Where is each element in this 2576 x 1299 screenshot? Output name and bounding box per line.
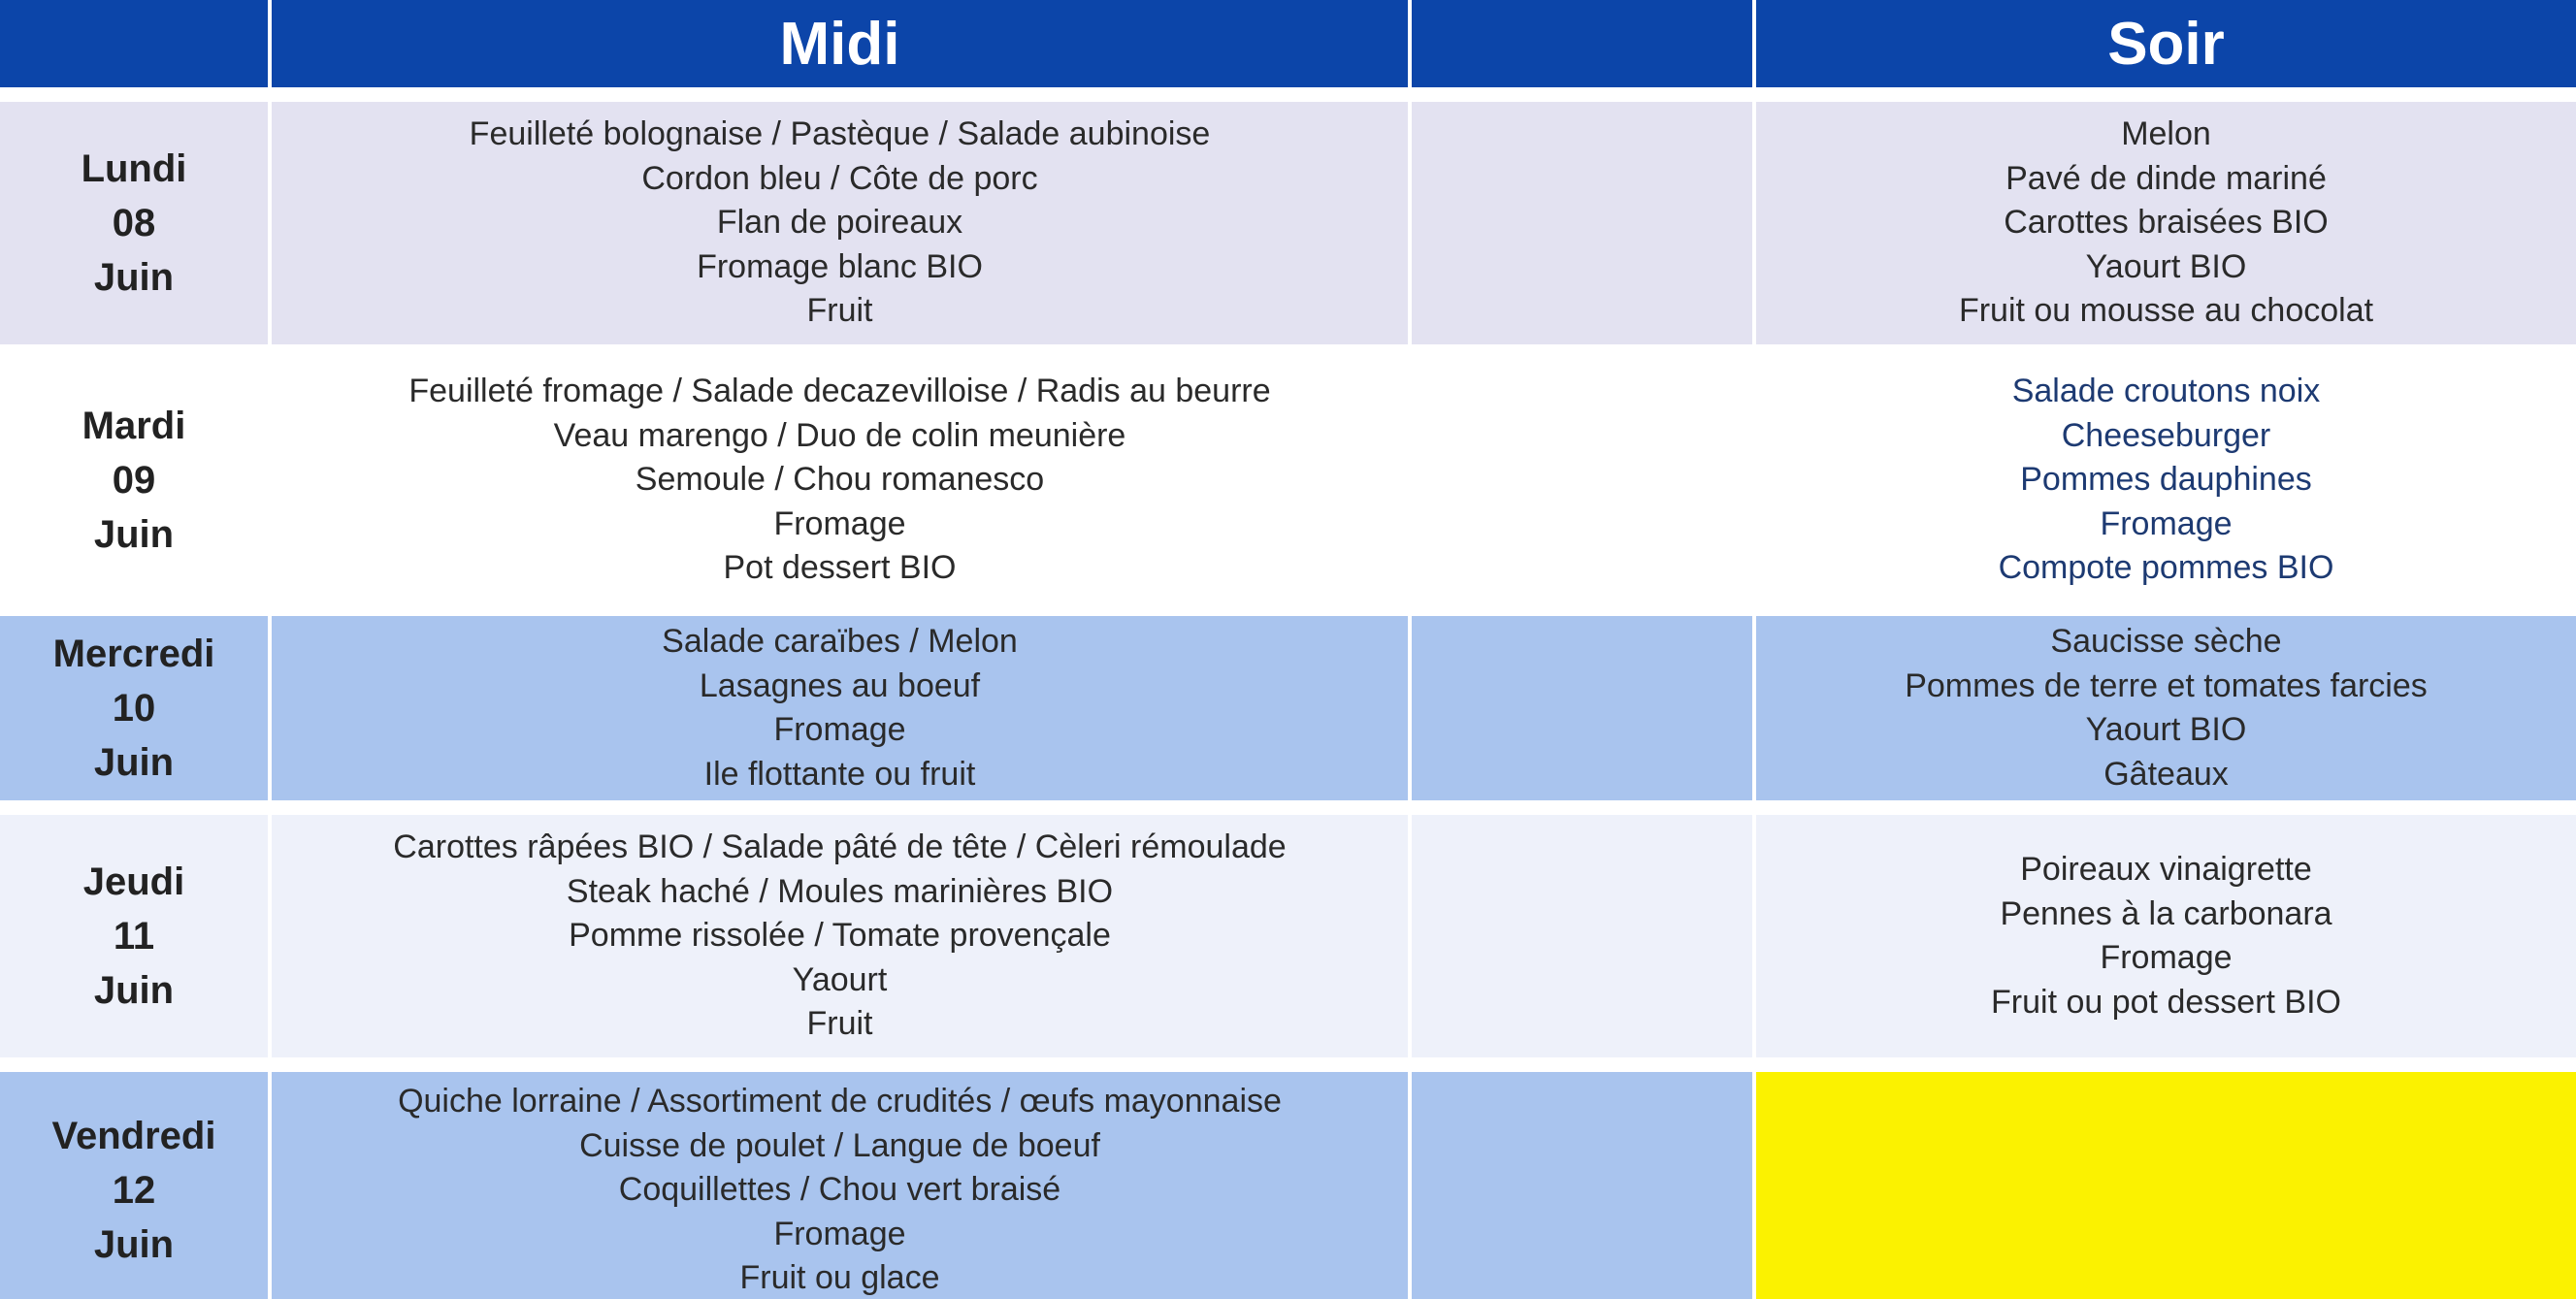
menu-line: Melon bbox=[2121, 115, 2211, 153]
row-separator bbox=[0, 87, 2576, 102]
menu-line: Ile flottante ou fruit bbox=[703, 755, 976, 793]
day-month: Juin bbox=[93, 256, 175, 299]
menu-line: Gâteaux bbox=[2103, 755, 2229, 793]
menu-line: Fruit ou pot dessert BIO bbox=[1991, 983, 2341, 1021]
soir-menu-mardi bbox=[1756, 359, 2576, 601]
menu-line: Carottes râpées BIO / Salade pâté de tête / Cèleri rémoulade bbox=[393, 828, 1287, 866]
empty-column-cell bbox=[1412, 359, 1756, 601]
menu-line: Feuilleté fromage / Salade decazevilloise / Radis au beurre bbox=[408, 373, 1271, 410]
menu-line: Yaourt bbox=[792, 960, 888, 998]
day-date: 08 bbox=[112, 202, 156, 244]
menu-line: Yaourt BIO bbox=[2085, 711, 2247, 748]
menu-line: Fromage blanc BIO bbox=[697, 247, 983, 285]
day-weekday: Mardi bbox=[82, 405, 186, 447]
soir-menu-lundi bbox=[1756, 102, 2576, 344]
midi-menu-vendredi bbox=[272, 1072, 1412, 1299]
midi-menu-jeudi bbox=[272, 815, 1412, 1057]
menu-line: Pomme rissolée / Tomate provençale bbox=[569, 917, 1111, 955]
day-weekday: Lundi bbox=[81, 147, 187, 190]
header-empty-cell bbox=[1412, 0, 1756, 87]
menu-line: Feuilleté bolognaise / Pastèque / Salade aubinoise bbox=[469, 115, 1211, 153]
menu-line: Fromage bbox=[2100, 939, 2233, 976]
menu-line: Lasagnes au boeuf bbox=[699, 666, 981, 704]
day-weekday: Jeudi bbox=[82, 861, 185, 903]
day-month: Juin bbox=[93, 1223, 175, 1266]
header-midi: Midi bbox=[272, 0, 1412, 87]
row-separator bbox=[0, 601, 2576, 616]
menu-line: Cuisse de poulet / Langue de boeuf bbox=[579, 1126, 1100, 1164]
day-label-mardi bbox=[0, 359, 272, 601]
day-date: 09 bbox=[112, 459, 156, 502]
day-date: 11 bbox=[113, 915, 155, 958]
menu-line: Pommes dauphines bbox=[2020, 461, 2312, 499]
menu-line: Fruit bbox=[806, 292, 873, 330]
menu-line: Fromage bbox=[773, 711, 906, 748]
day-weekday: Mercredi bbox=[52, 633, 215, 675]
day-label-mercredi bbox=[0, 616, 272, 800]
empty-column-cell bbox=[1412, 1072, 1756, 1299]
menu-line: Veau marengo / Duo de colin meunière bbox=[553, 416, 1126, 454]
day-date: 10 bbox=[112, 687, 156, 730]
menu-line: Fromage bbox=[773, 1215, 906, 1252]
midi-menu-mardi bbox=[272, 359, 1412, 601]
menu-line: Yaourt BIO bbox=[2085, 247, 2247, 285]
midi-menu-lundi bbox=[272, 102, 1412, 344]
header-soir: Soir bbox=[1756, 0, 2576, 87]
row-separator bbox=[0, 1057, 2576, 1072]
menu-line: Salade caraïbes / Melon bbox=[662, 623, 1018, 660]
menu-line: Semoule / Chou romanesco bbox=[635, 461, 1045, 499]
menu-line: Quiche lorraine / Assortiment de crudités / œufs mayonnaise bbox=[398, 1083, 1282, 1120]
menu-line: Pot dessert BIO bbox=[723, 549, 957, 587]
empty-column-cell bbox=[1412, 102, 1756, 344]
day-date: 12 bbox=[112, 1169, 156, 1212]
menu-line: Cordon bleu / Côte de porc bbox=[641, 159, 1038, 197]
menu-line: Pommes de terre et tomates farcies bbox=[1905, 666, 2428, 704]
menu-line: Fruit bbox=[806, 1005, 873, 1043]
row-separator bbox=[0, 800, 2576, 815]
menu-line: Pavé de dinde mariné bbox=[2005, 159, 2327, 197]
soir-menu-vendredi-highlight bbox=[1756, 1072, 2576, 1299]
menu-line: Poireaux vinaigrette bbox=[2020, 851, 2312, 888]
day-month: Juin bbox=[93, 741, 175, 784]
soir-menu-jeudi bbox=[1756, 815, 2576, 1057]
menu-line: Compote pommes BIO bbox=[1998, 549, 2334, 587]
empty-column-cell bbox=[1412, 815, 1756, 1057]
header-day-cell bbox=[0, 0, 272, 87]
day-weekday: Vendredi bbox=[51, 1115, 216, 1157]
row-separator bbox=[0, 344, 2576, 359]
midi-menu-mercredi bbox=[272, 616, 1412, 800]
day-month: Juin bbox=[93, 513, 175, 556]
menu-line: Salade croutons noix bbox=[2011, 373, 2321, 410]
menu-line: Cheeseburger bbox=[2061, 416, 2271, 454]
menu-line: Saucisse sèche bbox=[2050, 623, 2282, 660]
menu-line: Coquillettes / Chou vert braisé bbox=[618, 1171, 1061, 1209]
menu-line: Fromage bbox=[2100, 504, 2233, 542]
day-label-jeudi bbox=[0, 815, 272, 1057]
menu-line: Pennes à la carbonara bbox=[2000, 894, 2332, 932]
menu-line: Flan de poireaux bbox=[716, 204, 963, 242]
menu-line: Steak haché / Moules marinières BIO bbox=[566, 872, 1114, 910]
day-label-vendredi bbox=[0, 1072, 272, 1299]
menu-line: Fruit ou glace bbox=[739, 1259, 940, 1297]
menu-line: Fromage bbox=[773, 504, 906, 542]
soir-menu-mercredi bbox=[1756, 616, 2576, 800]
menu-line: Fruit ou mousse au chocolat bbox=[1958, 292, 2374, 330]
day-month: Juin bbox=[93, 969, 175, 1012]
menu-line: Carottes braisées BIO bbox=[2004, 204, 2329, 242]
empty-column-cell bbox=[1412, 616, 1756, 800]
day-label-lundi bbox=[0, 102, 272, 344]
